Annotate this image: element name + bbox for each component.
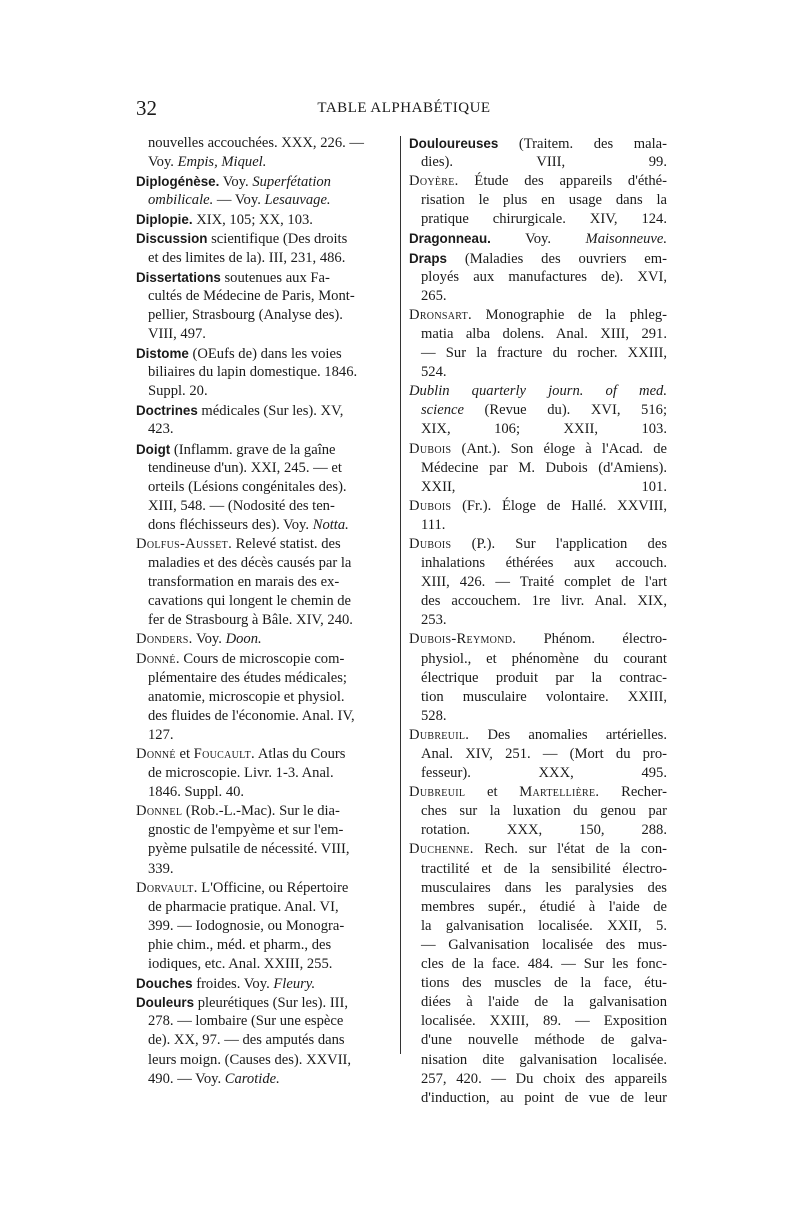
index-entry-line [136,344,394,363]
entry-text: Monographie de la phleg- [471,306,667,323]
index-continuation-line [136,420,394,439]
entry-text: (Rob.-L.-Mac). Sur le dia- [182,803,340,820]
entry-text: L'Officine, ou Répertoire [197,879,349,896]
entry-headword: Douches [136,976,193,992]
entry-text: — Galvanisation localisée des mus- [421,936,667,953]
entry-text: cultés de Médecine de Paris, Mont- [148,287,355,304]
entry-text: soutenues aux Fa- [220,269,330,286]
entry-text: (P.). Sur l'application des [451,535,667,552]
index-continuation-line [409,573,667,592]
entry-text: 423. [148,421,174,438]
entry-text: membres supér., étudié à l'aide de [421,898,667,915]
index-entry-line [136,210,394,229]
entry-text: et des limites de la). III, 231, 486. [148,249,346,266]
index-continuation-line [136,783,394,802]
index-continuation-line [136,821,394,840]
entry-italic: Empis, Miquel. [177,154,267,171]
entry-italic: science [421,402,464,419]
index-continuation-line [136,554,394,573]
entry-author: Dubois [409,497,452,514]
index-continuation-line [136,191,394,210]
entry-italic: Notta. [312,516,349,533]
index-entry-line [409,840,667,859]
index-continuation-line [409,611,667,630]
index-continuation-line [136,249,394,268]
index-entry-line [409,229,667,248]
index-continuation-line [136,898,394,917]
index-continuation-line [409,898,667,917]
entry-text: — Voy. [213,192,265,209]
index-entry-line [409,630,667,649]
index-entry-line [136,172,394,191]
entry-text: Voy. [148,154,178,171]
index-continuation-line [409,191,667,210]
index-continuation-line [409,860,667,879]
entry-italic: ombilicale. [148,192,214,209]
entry-text: 339. [148,860,174,877]
index-entry-line [136,650,394,669]
entry-text: gnostic de l'empyème et sur l'em- [148,822,344,839]
entry-text: tion musculaire volontaire. XXIII, [421,688,667,705]
index-continuation-line [136,669,394,688]
index-column-left [136,134,394,1089]
entry-text: — Sur la fracture du rocher. XXIII, [421,345,667,362]
entry-text: physiol., et phénomène du courant [421,650,667,667]
index-continuation-line [409,974,667,993]
index-entry-line [409,382,667,401]
index-continuation-line [409,936,667,955]
entry-author: Martellière. [519,784,600,801]
index-entry-line [409,172,667,191]
entry-text: XXII, 101. [421,478,667,495]
entry-text: d'induction, au point de vue de leur [421,1089,667,1106]
entry-author: Donné. [136,650,180,667]
index-continuation-line [409,1012,667,1031]
index-continuation-line [409,344,667,363]
entry-text: Des anomalies artérielles. [469,726,667,743]
index-entry-line [136,879,394,898]
entry-text: Anal. XIV, 251. — (Mort du pro- [421,746,667,762]
entry-text: biliaires du lapin domestique. 1846. [148,364,358,381]
entry-text: nisation dite galvanisation localisée. [421,1051,667,1068]
index-entry-line [409,440,667,459]
index-entry-line [136,974,394,993]
entry-text: tions des muscles de la face, étu- [421,975,667,992]
index-continuation-line [409,478,667,497]
entry-author: Dubreuil [409,784,466,801]
entry-text: XIII, 426. — Traité complet de l'art [421,574,667,591]
index-continuation-line [409,1051,667,1070]
index-entry-line [409,306,667,325]
entry-text: pleurétiques (Sur les). III, [194,995,349,1012]
index-continuation-line [409,688,667,707]
index-continuation-line [409,1031,667,1050]
index-continuation-line [409,993,667,1012]
index-entry-line [409,134,667,153]
index-continuation-line [409,955,667,974]
entry-text: Suppl. 20. [148,383,208,400]
entry-headword: Douleurs [136,995,195,1011]
index-continuation-line [409,917,667,936]
entry-text: ployés aux manufactures de). XVI, [421,268,667,285]
entry-headword: Dissertations [136,269,221,285]
entry-author: Dolfus-Ausset. [136,535,233,552]
index-continuation-line [136,459,394,478]
entry-text: iodiques, etc. Anal. XXIII, 255. [148,956,333,973]
index-continuation-line [409,821,667,840]
entry-text: rotation. XXX, 150, 288. [421,822,667,839]
entry-italic: Superfétation [252,174,331,191]
entry-author: Dubois [409,535,452,552]
index-entry-line [136,745,394,764]
index-continuation-line [136,611,394,630]
entry-author: Dubreuil. [409,726,470,743]
entry-text: Recher- [599,784,667,801]
entry-text: dies). VIII, 99. [421,154,667,171]
entry-text: Cours de microscopie com- [179,650,345,667]
index-continuation-line [136,955,394,974]
entry-text: des fluides de l'économie. Anal. IV, [148,707,355,724]
index-continuation-line [136,573,394,592]
page-header [136,96,672,124]
entry-italic: Dublin quarterly journ. of med. [409,383,667,400]
entry-text: pyème pulsatile de nécessité. VIII, [148,841,350,858]
entry-text: et [465,784,520,801]
index-continuation-line [136,764,394,783]
entry-italic: Fleury. [273,976,316,993]
index-entry-line [136,401,394,420]
index-continuation-line [136,707,394,726]
index-continuation-line [136,287,394,306]
entry-text: fer de Strasbourg à Bâle. XIV, 240. [148,612,353,629]
entry-author: Dronsart. [409,306,472,323]
index-continuation-line [136,726,394,745]
entry-text: risation le plus en usage dans la [421,192,667,209]
index-continuation-line [409,401,667,420]
entry-text: la galvanisation localisée. XXII, 5. [421,917,667,934]
index-continuation-line [136,860,394,879]
entry-author: Doyère. [409,173,459,190]
entry-headword: Distome [136,346,189,362]
entry-text: Relevé statist. des [232,535,341,552]
entry-text: 399. — Iodognosie, ou Monogra- [148,917,345,934]
index-continuation-line [409,879,667,898]
entry-text: 111. [421,516,446,533]
entry-text: (Ant.). Son éloge à l'Acad. de [451,440,667,457]
index-continuation-line [136,1012,394,1031]
index-column-right [409,134,667,1108]
entry-author: Donné [136,746,176,762]
index-continuation-line [409,650,667,669]
entry-text: (Fr.). Éloge de Hallé. XXVIII, [451,497,667,514]
entry-text: orteils (Lésions congénitales des). [148,478,347,495]
entry-text: 127. [148,726,174,743]
index-continuation-line [136,936,394,955]
entry-headword: Diplogénèse. [136,174,220,190]
index-continuation-line [409,554,667,573]
index-continuation-line [136,917,394,936]
index-continuation-line [136,688,394,707]
index-continuation-line [136,497,394,516]
index-continuation-line [136,1070,394,1089]
index-continuation-line [136,153,394,172]
entry-text: 490. — Voy. [148,1070,225,1087]
entry-text: électrique produit par la contrac- [421,669,667,686]
entry-text: 528. [421,707,447,724]
entry-author: Donders. [136,631,193,648]
index-continuation-line [136,592,394,611]
entry-italic: Carotide. [224,1070,280,1087]
entry-author: Dubois-Reymond. [409,631,517,648]
entry-headword: Douloureuses [409,136,499,151]
index-entry-line [409,497,667,516]
entry-text: XIX, 106; XXII, 103. [421,421,667,438]
index-entry-line [409,249,667,268]
entry-headword: Dragonneau. [409,231,491,247]
entry-text: phie chim., méd. et pharm., des [148,936,332,953]
entry-text: Médecine par M. Dubois (d'Amiens). [421,459,667,476]
index-continuation-line [409,802,667,821]
index-continuation-line [409,707,667,726]
entry-text: Voy. [219,174,253,191]
entry-text: matia alba dolens. Anal. XIII, 291. [421,325,667,342]
entry-text: de microscopie. Livr. 1-3. Anal. [148,765,334,782]
index-continuation-line [409,745,667,764]
index-continuation-line [409,268,667,287]
index-continuation-line [409,592,667,611]
entry-text: VIII, 497. [148,325,206,342]
index-continuation-line [409,1070,667,1089]
index-continuation-line [136,363,394,382]
entry-text: pratique chirurgicale. XIV, 124. [421,211,667,228]
entry-text: ches sur la luxation du genou par [421,803,667,820]
entry-text: Phénom. électro- [516,631,667,648]
entry-text: scientifique (Des droits [207,231,348,248]
entry-text: maladies et des décès causés par la [148,555,352,572]
index-continuation-line [409,1089,667,1108]
entry-italic: Lesauvage. [264,192,331,209]
entry-headword: Discussion [136,231,208,247]
entry-author: Donnel [136,803,183,820]
running-title: TABLE ALPHABÉTIQUE [317,100,491,116]
entry-text: et [175,746,194,762]
index-continuation-line [136,840,394,859]
entry-text: Voy. [192,631,226,648]
entry-text: (Maladies des ouvriers em- [446,250,667,267]
index-continuation-line [136,478,394,497]
index-entry-line [136,993,394,1012]
entry-headword: Doctrines [136,403,198,419]
index-continuation-line [409,420,667,439]
entry-headword: Draps [409,250,447,266]
index-entry-line [409,783,667,802]
entry-text: anatomie, microscopie et physiol. [148,688,345,705]
entry-text: XIX, 105; XX, 103. [192,212,313,229]
entry-text: 1846. Suppl. 40. [148,784,245,801]
entry-author: Dorvault. [136,879,198,896]
index-continuation-line [409,669,667,688]
entry-text: de pharmacie pratique. Anal. VI, [148,898,339,915]
index-continuation-line [409,325,667,344]
index-continuation-line [136,134,394,153]
index-continuation-line [136,1031,394,1050]
index-entry-line [136,535,394,554]
column-divider [400,136,401,1054]
index-entry-line [409,535,667,554]
entry-text: Atlas du Cours [255,746,346,762]
entry-text: localisée. XXIII, 89. — Exposition [421,1013,667,1030]
entry-text: des accouchem. 1re livr. Anal. XIX, [421,593,667,610]
index-continuation-line [409,210,667,229]
entry-text: cles de la face. 484. — Sur les fonc- [421,956,667,973]
entry-text: pellier, Strasbourg (Analyse des). [148,306,343,323]
page-number: 32 [136,96,157,120]
index-continuation-line [409,363,667,382]
entry-text: d'une nouvelle méthode de galva- [421,1032,667,1049]
entry-italic: Maisonneuve. [585,231,667,248]
entry-text: plémentaire des études médicales; [148,669,347,686]
entry-text: dons fléchisseurs des). Voy. [148,516,313,533]
entry-author: Foucault. [193,746,255,762]
index-entry-line [409,726,667,745]
entry-italic: Doon. [225,631,262,648]
entry-text: (OEufs de) dans les voies [188,346,342,363]
entry-text: de). XX, 97. — des amputés dans [148,1032,345,1049]
entry-text: (Inflamm. grave de la gaîne [170,441,336,458]
entry-text: 265. [421,287,447,304]
index-continuation-line [136,516,394,535]
index-entry-line [136,630,394,649]
entry-headword: Diplopie. [136,212,193,228]
entry-text: 524. [421,364,447,381]
entry-author: Duchenne. [409,841,474,858]
index-continuation-line [136,1051,394,1070]
entry-text: diées à l'aide de la galvanisation [421,994,667,1011]
entry-text: (Traitem. des mala- [498,136,667,152]
entry-text: nouvelles accouchées. XXX, 226. — [148,135,365,151]
entry-text: leurs moign. (Causes des). XXVII, [148,1051,352,1068]
entry-text: XIII, 548. — (Nodosité des ten- [148,497,335,514]
index-continuation-line [409,287,667,306]
index-continuation-line [409,516,667,535]
entry-text: (Revue du). XVI, 516; [463,402,667,419]
index-continuation-line [136,306,394,325]
entry-text: Rech. sur l'état de la con- [473,841,667,858]
entry-text: transformation en marais des ex- [148,574,340,591]
entry-text: 278. — lombaire (Sur une espèce [148,1013,344,1030]
index-entry-line [136,440,394,459]
entry-text: 253. [421,612,447,629]
index-continuation-line [136,325,394,344]
entry-author: Dubois [409,440,452,457]
entry-text: Voy. [490,231,586,248]
entry-text: fesseur). XXX, 495. [421,765,667,782]
entry-text: médicales (Sur les). XV, [197,403,344,420]
entry-text: 257, 420. — Du choix des appareils [421,1070,667,1087]
entry-headword: Doigt [136,441,171,457]
index-entry-line [136,229,394,248]
index-continuation-line [409,459,667,478]
entry-text: froides. Voy. [192,976,274,993]
index-continuation-line [409,153,667,172]
entry-text: tractilité et de la sensibilité électro- [421,860,667,877]
entry-text: musculaires dans les paralysies des [421,879,667,896]
entry-text: Étude des appareils d'éthé- [458,173,667,190]
index-entry-line [136,268,394,287]
entry-text: cavations qui longent le chemin de [148,593,352,610]
index-continuation-line [136,382,394,401]
index-entry-line [136,802,394,821]
index-continuation-line [409,764,667,783]
entry-text: tendineuse d'un). XXI, 245. — et [148,459,342,476]
entry-text: inhalations éthérées aux accouch. [421,555,667,572]
